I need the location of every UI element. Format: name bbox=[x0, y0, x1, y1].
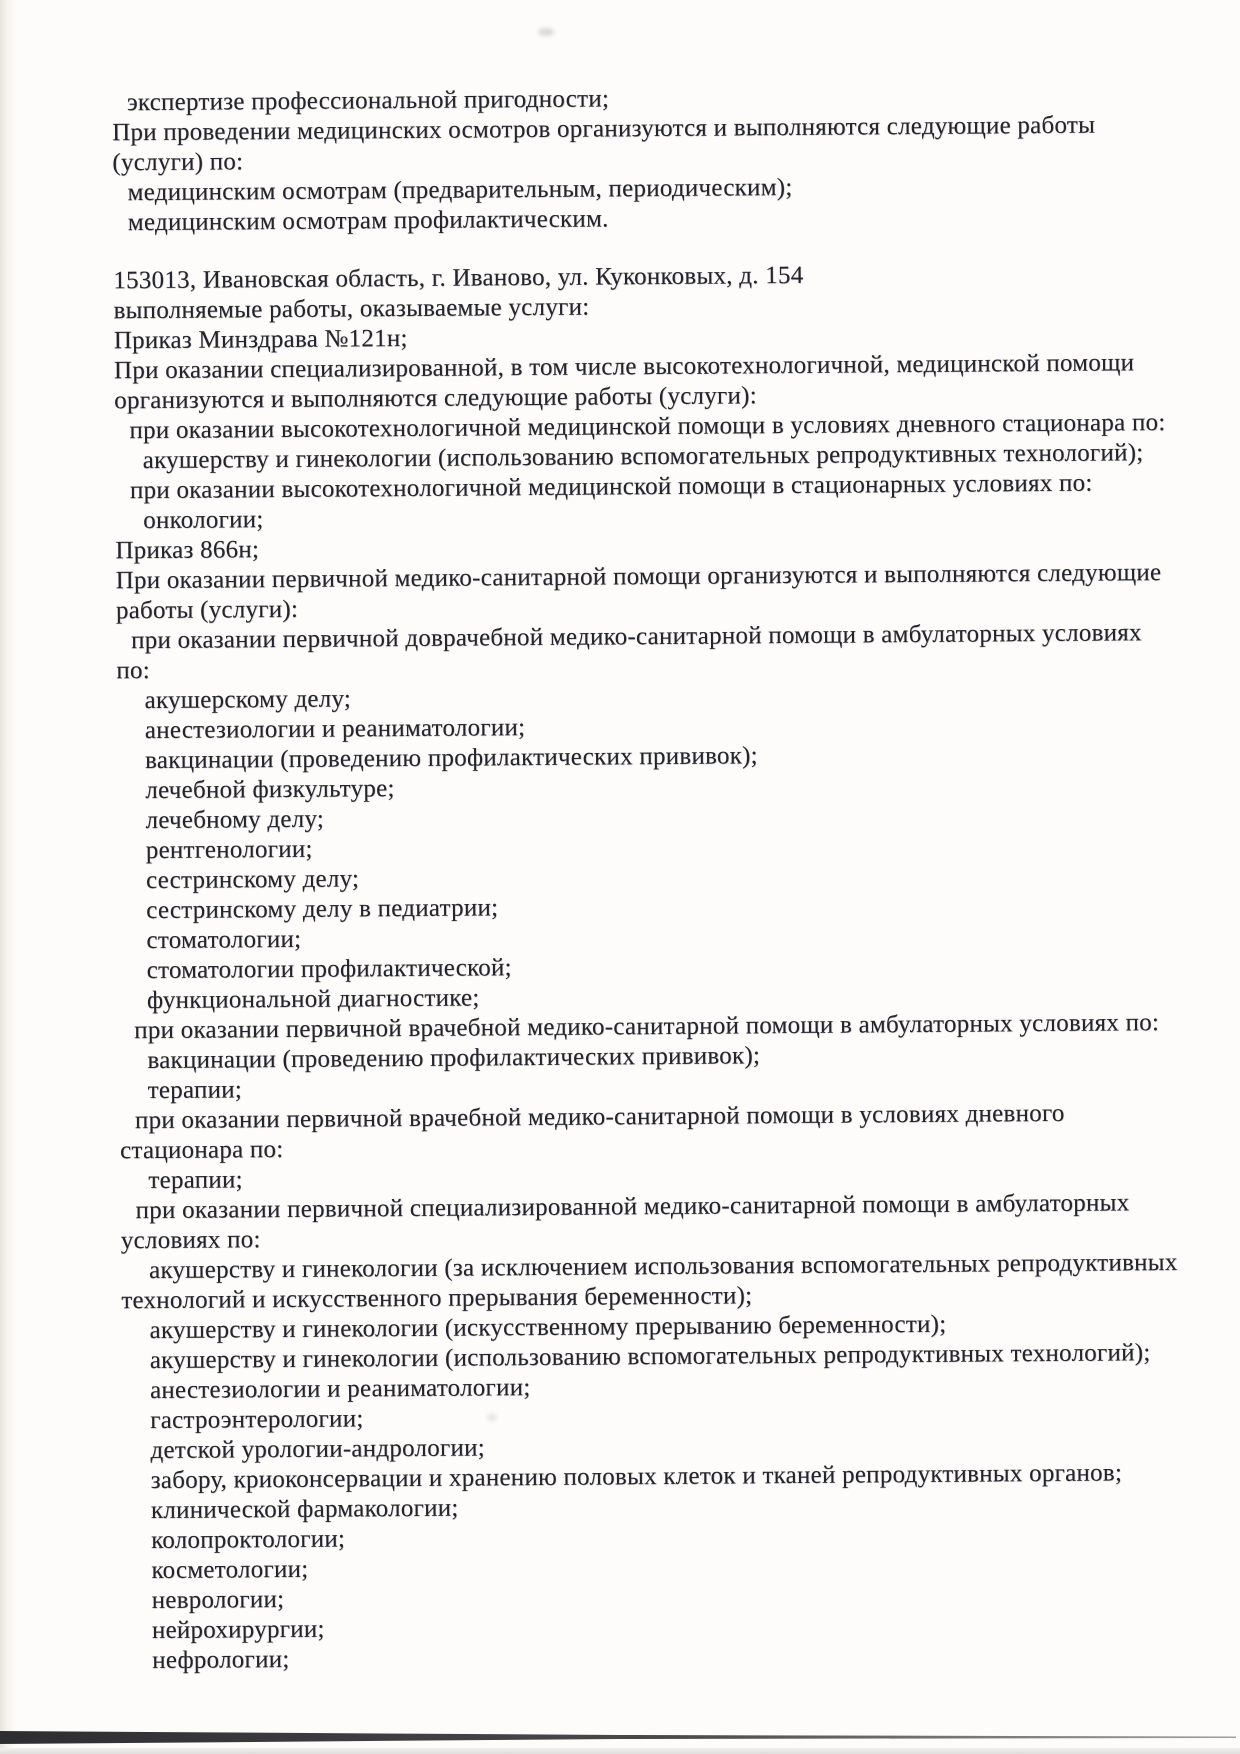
document-line: стоматологии профилактической; bbox=[146, 954, 512, 985]
document-line: технологий и искусственного прерывания беременности); bbox=[121, 1282, 753, 1315]
document-line: Приказ 866н; bbox=[115, 536, 260, 565]
document-line: 153013, Ивановская область, г. Иваново, ул. Куконковых, д. 154 bbox=[113, 261, 804, 295]
document-line: При оказании специализированной, в том числе высокотехнологичной, медицинской помощи bbox=[113, 349, 1135, 385]
document-line: по: bbox=[116, 657, 151, 685]
document-line: условиях по: bbox=[120, 1226, 261, 1255]
document-line: акушерскому делу; bbox=[144, 685, 352, 715]
document-line: сестринскому делу; bbox=[145, 865, 360, 895]
scan-smudge bbox=[538, 28, 554, 36]
document-line: при оказании высокотехнологичной медицинской помощи в стационарных условиях по: bbox=[129, 469, 1093, 505]
document-line: забору, криоконсервации и хранению половых клеток и тканей репродуктивных органов; bbox=[150, 1459, 1123, 1495]
document-line: детской урологии-андрологии; bbox=[150, 1434, 486, 1465]
document-line: косметологии; bbox=[151, 1555, 309, 1585]
document-line: анестезиологии и реаниматологии; bbox=[144, 714, 526, 745]
document-line: стационара по: bbox=[120, 1135, 284, 1165]
document-line: гастроэнтерологии; bbox=[150, 1405, 364, 1435]
document-line: рентгенологии; bbox=[145, 835, 313, 865]
document-line: лечебной физкультуре; bbox=[145, 775, 395, 805]
document-line: нейрохирургии; bbox=[151, 1615, 325, 1645]
document-line: при оказании высокотехнологичной медицинской помощи в условиях дневного стационара по: bbox=[129, 409, 1166, 445]
document-line: экспертизе профессиональной пригодности; bbox=[126, 85, 610, 117]
document-line: При оказании первичной медико-санитарной помощи организуются и выполняются следующие bbox=[115, 559, 1162, 595]
document-line: функциональной диагностике; bbox=[146, 984, 480, 1015]
document-line: при оказании первичной врачебной медико-санитарной помощи в амбулаторных условиях по: bbox=[134, 1009, 1160, 1045]
document-line: работы (услуги): bbox=[115, 595, 299, 625]
document-line: клинической фармакологии; bbox=[150, 1494, 459, 1525]
document-line: организуются и выполняются следующие работы (услуги): bbox=[114, 382, 757, 415]
document-line: вакцинации (проведению профилактических прививок); bbox=[147, 1042, 761, 1075]
document-line: медицинским осмотрам (предварительным, периодическим); bbox=[127, 173, 793, 207]
document-line: терапии; bbox=[148, 1166, 243, 1195]
document-line: стоматологии; bbox=[146, 925, 302, 955]
document-text bbox=[112, 80, 1210, 1676]
document-line: выполняемые работы, оказываемые услуги: bbox=[113, 293, 590, 325]
document-line: неврологии; bbox=[151, 1585, 285, 1615]
document-line: акушерству и гинекологии (искусственному прерыванию беременности); bbox=[149, 1310, 947, 1345]
document-line: медицинским осмотрам профилактическим. bbox=[127, 205, 609, 237]
document-line: колопроктологии; bbox=[151, 1525, 346, 1555]
document-line: (услуги) по: bbox=[112, 148, 244, 177]
document-line: вакцинации (проведению профилактических прививок); bbox=[144, 742, 758, 775]
document-line: лечебному делу; bbox=[145, 805, 325, 835]
document-line: терапии; bbox=[147, 1076, 243, 1105]
document-line: акушерству и гинекологии (использованию вспомогательных репродуктивных технологий); bbox=[149, 1339, 1151, 1375]
document-line: сестринскому делу в педиатрии; bbox=[146, 894, 499, 925]
document-line: При проведении медицинских осмотров организуются и выполняются следующие работы bbox=[112, 111, 1096, 147]
document-line: при оказании первичной доврачебной медико-санитарной помощи в амбулаторных условиях bbox=[131, 619, 1142, 655]
document-line: онкологии; bbox=[143, 506, 264, 535]
document-line: анестезиологии и реаниматологии; bbox=[149, 1374, 531, 1405]
document-line: Приказ Минздрава №121н; bbox=[113, 324, 408, 355]
document-line: нефрологии; bbox=[152, 1645, 290, 1675]
document-line: акушерству и гинекологии (использованию вспомогательных репродуктивных технологий); bbox=[142, 439, 1144, 475]
document-line: при оказании первичной врачебной медико-санитарной помощи в условиях дневного bbox=[134, 1099, 1065, 1135]
document-line: акушерству и гинекологии (за исключением использования вспомогательных репродуктивных bbox=[148, 1248, 1178, 1285]
scan-edge-bottom bbox=[0, 1748, 1240, 1754]
document-line: при оказании первичной специализированной медико-санитарной помощи в амбулаторных bbox=[135, 1189, 1130, 1225]
